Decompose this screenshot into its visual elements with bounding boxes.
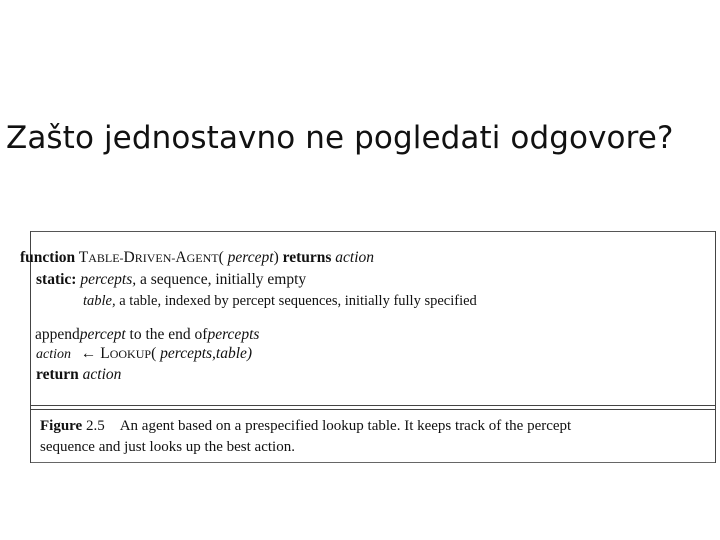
caption-text-1: An agent based on a prespecified lookup table. It keeps track of the percept — [119, 418, 572, 434]
algorithm-figure — [20, 231, 716, 463]
append-var: percept — [79, 326, 126, 343]
static-percepts-var: percepts, — [80, 271, 137, 288]
caption-separator-2 — [31, 409, 715, 410]
figure-bottom-rule — [31, 462, 715, 463]
figure-number: 2.5 — [85, 418, 105, 434]
append-mid: to the end of — [129, 326, 208, 343]
assign-arrow: ← — [80, 345, 97, 362]
append-target: percepts — [207, 326, 260, 343]
function-keyword: function — [20, 249, 76, 266]
static-percepts-desc: a sequence, initially empty — [140, 271, 307, 288]
slide-title: Zašto jednostavno ne pogledati odgovore? — [6, 120, 674, 156]
caption-text-2: sequence and just looks up the best action. — [40, 439, 295, 455]
figure-top-rule — [31, 231, 715, 232]
return-type: action — [335, 249, 375, 266]
function-name: TABLE-DRIVEN-AGENT — [78, 249, 219, 266]
static-table-var: table, — [83, 293, 116, 309]
lookup-line: action ← LOOKUP( percepts,table) — [36, 345, 253, 362]
append-keyword: append — [35, 326, 80, 343]
returns-keyword: returns — [282, 249, 332, 266]
append-line — [35, 326, 259, 344]
function-signature-line: function TABLE-DRIVEN-AGENT( percept) returns action — [20, 249, 375, 266]
assign-var: action — [36, 347, 71, 362]
static-table-line — [83, 292, 477, 310]
static-table-desc: a table, indexed by percept sequences, initially fully specified — [119, 293, 477, 309]
figure-caption-line-2 — [40, 439, 295, 456]
static-keyword: static: — [36, 271, 77, 288]
return-line — [36, 366, 121, 384]
return-keyword: return — [36, 366, 79, 383]
figure-label: Figure — [40, 418, 83, 434]
figure-caption-line-1 — [40, 418, 571, 435]
caption-separator — [31, 405, 715, 406]
function-param: percept — [227, 249, 274, 266]
lookup-function: LOOKUP — [100, 345, 152, 362]
lookup-args: percepts,table) — [160, 345, 253, 362]
static-percepts-line — [36, 271, 306, 289]
return-var: action — [82, 366, 122, 383]
